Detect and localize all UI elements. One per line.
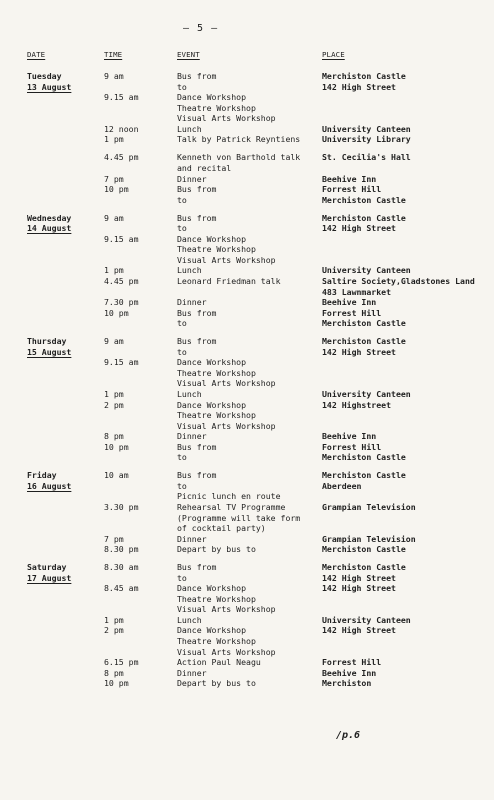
row-time: 7.30 pm xyxy=(104,297,139,307)
row-event: Dance Workshop xyxy=(177,625,247,636)
row-date: Friday xyxy=(27,470,57,481)
schedule-row xyxy=(0,276,494,287)
schedule-row xyxy=(0,134,494,145)
next-page-marker: /p.6 xyxy=(336,730,361,741)
row-place: Grampian Television xyxy=(322,533,416,544)
row-time: 3.30 pm xyxy=(104,501,139,512)
row-time: 8.30 am xyxy=(104,562,139,573)
schedule-row xyxy=(0,470,494,481)
row-event: Theatre Workshop xyxy=(177,244,256,255)
schedule-row xyxy=(0,113,494,124)
row-event: Bus from xyxy=(177,336,217,347)
schedule-row xyxy=(0,103,494,114)
row-event: Bus from xyxy=(177,562,217,573)
row-event: Dance Workshop xyxy=(177,92,247,103)
row-event: Leonard Friedman talk xyxy=(177,275,281,286)
row-place: Merchiston Castle xyxy=(322,336,406,347)
row-place: 142 High Street xyxy=(322,346,396,357)
schedule-row xyxy=(0,234,494,245)
row-time: 8 pm xyxy=(104,431,124,442)
row-event: to xyxy=(177,194,187,205)
schedule-row xyxy=(0,71,494,82)
row-place: Aberdeen xyxy=(322,480,362,491)
row-event: Dinner xyxy=(177,533,207,544)
row-place: Merchiston Castle xyxy=(322,544,406,555)
row-place: University Canteen xyxy=(322,614,411,625)
schedule-row xyxy=(0,594,494,605)
row-time: 9 am xyxy=(104,71,124,81)
schedule-row xyxy=(0,431,494,442)
row-place: Merchiston xyxy=(322,678,372,689)
row-event: Visual Arts Workshop xyxy=(177,420,276,431)
row-event: Action Paul Neagu xyxy=(177,657,261,668)
row-place: St. Cecilia's Hall xyxy=(322,152,411,163)
row-date: Wednesday xyxy=(27,212,72,223)
row-time: 4.45 pm xyxy=(104,275,139,286)
row-event: Dinner xyxy=(177,173,207,184)
row-event: Dance Workshop xyxy=(177,233,247,244)
schedule-row xyxy=(0,195,494,206)
row-time: 8.30 pm xyxy=(104,544,139,555)
row-place: Merchiston Castle xyxy=(322,71,406,81)
row-place: Beehive Inn xyxy=(322,431,377,442)
schedule-row xyxy=(0,400,494,411)
schedule-row xyxy=(0,347,494,358)
schedule-row xyxy=(0,184,494,195)
row-event: Visual Arts Workshop xyxy=(177,646,276,657)
row-place: 142 Highstreet xyxy=(322,399,392,410)
row-event: of cocktail party) xyxy=(177,523,266,533)
schedule-row xyxy=(0,678,494,689)
schedule-row xyxy=(0,244,494,255)
schedule-row xyxy=(0,636,494,647)
schedule-row xyxy=(0,544,494,555)
row-event: to xyxy=(177,452,187,463)
row-place: Merchiston Castle xyxy=(322,452,406,463)
row-time: 2 pm xyxy=(104,625,124,636)
row-event: Lunch xyxy=(177,388,202,399)
schedule-row xyxy=(0,523,494,534)
row-time: 10 pm xyxy=(104,307,129,318)
row-event: Visual Arts Workshop xyxy=(177,604,276,615)
row-time: 1 pm xyxy=(104,265,124,276)
row-place: Merchiston Castle xyxy=(322,470,406,481)
schedule-row xyxy=(0,389,494,400)
row-time: 9 am xyxy=(104,212,124,223)
row-event: Theatre Workshop xyxy=(177,102,256,113)
schedule-row xyxy=(0,336,494,347)
row-event: Kenneth von Barthold talk xyxy=(177,152,301,163)
schedule-row xyxy=(0,357,494,368)
schedule-row xyxy=(0,378,494,389)
row-place: Merchiston Castle xyxy=(322,194,406,205)
schedule-row xyxy=(0,513,494,524)
row-date: 15 August xyxy=(27,346,72,357)
schedule-row xyxy=(0,421,494,432)
row-event: to xyxy=(177,318,187,329)
row-event: Dinner xyxy=(177,667,207,678)
row-time: 1 pm xyxy=(104,614,124,625)
page-number: – 5 – xyxy=(183,23,219,34)
row-place: 483 Lawnmarket xyxy=(322,286,392,297)
row-time: 1 pm xyxy=(104,134,124,145)
schedule-row xyxy=(0,265,494,276)
row-place: Merchiston Castle xyxy=(322,318,406,329)
row-event: Bus from xyxy=(177,184,217,194)
row-time: 9.15 am xyxy=(104,233,139,244)
schedule-row xyxy=(0,481,494,492)
schedule-row xyxy=(0,491,494,502)
row-place: Beehive Inn xyxy=(322,173,377,184)
row-date: 16 August xyxy=(27,480,72,491)
schedule-row xyxy=(0,152,494,163)
row-date: 14 August xyxy=(27,223,72,234)
row-event: to xyxy=(177,81,187,92)
row-time: 6.15 pm xyxy=(104,657,139,668)
row-date: 17 August xyxy=(27,572,72,583)
row-event: Theatre Workshop xyxy=(177,593,256,604)
row-place: 142 High Street xyxy=(322,572,396,583)
schedule-row xyxy=(0,625,494,636)
row-event: Rehearsal TV Programme xyxy=(177,501,286,512)
row-time: 4.45 pm xyxy=(104,152,139,163)
header-event: EVENT xyxy=(177,50,200,59)
row-event: Lunch xyxy=(177,123,202,134)
row-event: Bus from xyxy=(177,212,217,223)
schedule-row xyxy=(0,255,494,266)
schedule-row xyxy=(0,410,494,421)
row-event: Bus from xyxy=(177,441,217,452)
row-date: Thursday xyxy=(27,336,67,347)
row-event: Dinner xyxy=(177,431,207,442)
row-event: Theatre Workshop xyxy=(177,367,256,378)
row-time: 10 am xyxy=(104,470,129,481)
row-event: Visual Arts Workshop xyxy=(177,378,276,389)
row-place: Forrest Hill xyxy=(322,307,382,318)
schedule-row xyxy=(0,657,494,668)
row-time: 8.45 am xyxy=(104,583,139,594)
row-place: University Library xyxy=(322,134,411,145)
row-place: Forrest Hill xyxy=(322,184,382,194)
row-event: Visual Arts Workshop xyxy=(177,254,276,265)
row-time: 10 pm xyxy=(104,441,129,452)
schedule-row xyxy=(0,308,494,319)
row-event: Depart by bus to xyxy=(177,544,256,555)
row-event: Visual Arts Workshop xyxy=(177,113,276,124)
row-place: University Canteen xyxy=(322,388,411,399)
row-event: Dinner xyxy=(177,297,207,307)
schedule-row xyxy=(0,615,494,626)
schedule-row xyxy=(0,223,494,234)
row-place: Forrest Hill xyxy=(322,657,382,668)
row-place: Beehive Inn xyxy=(322,297,377,307)
row-place: Beehive Inn xyxy=(322,667,377,678)
row-date: Tuesday xyxy=(27,71,62,81)
row-time: 9.15 am xyxy=(104,357,139,368)
row-place: University Canteen xyxy=(322,123,411,134)
schedule-row xyxy=(0,604,494,615)
header-date: DATE xyxy=(27,50,46,59)
schedule-row xyxy=(0,287,494,298)
row-event: Picnic lunch en route xyxy=(177,491,281,502)
row-event: Dance Workshop xyxy=(177,399,247,410)
row-time: 9.15 am xyxy=(104,92,139,103)
row-time: 2 pm xyxy=(104,399,124,410)
row-place: University Canteen xyxy=(322,265,411,276)
row-event: and recital xyxy=(177,162,232,173)
schedule-row xyxy=(0,442,494,453)
row-event: (Programme will take form xyxy=(177,512,301,523)
schedule-row xyxy=(0,297,494,308)
row-event: to xyxy=(177,223,187,234)
row-place: 142 High Street xyxy=(322,81,396,92)
schedule-row xyxy=(0,583,494,594)
row-event: Dance Workshop xyxy=(177,357,247,368)
schedule-row xyxy=(0,668,494,679)
schedule-row xyxy=(0,213,494,224)
row-date: 13 August xyxy=(27,81,72,92)
row-event: Depart by bus to xyxy=(177,678,256,689)
row-place: 142 High Street xyxy=(322,223,396,234)
row-time: 10 pm xyxy=(104,184,129,194)
row-event: to xyxy=(177,346,187,357)
row-time: 1 pm xyxy=(104,388,124,399)
row-time: 9 am xyxy=(104,336,124,347)
schedule-row xyxy=(0,502,494,513)
schedule-row xyxy=(0,174,494,185)
schedule-row xyxy=(0,368,494,379)
row-time: 12 noon xyxy=(104,123,139,134)
row-event: Dance Workshop xyxy=(177,583,247,594)
row-event: Lunch xyxy=(177,614,202,625)
schedule-row xyxy=(0,647,494,658)
schedule-row xyxy=(0,562,494,573)
schedule-row xyxy=(0,163,494,174)
schedule-row xyxy=(0,318,494,329)
row-place: 142 High Street xyxy=(322,583,396,594)
schedule-row xyxy=(0,573,494,584)
schedule-row xyxy=(0,82,494,93)
schedule-row xyxy=(0,92,494,103)
row-date: Saturday xyxy=(27,562,67,573)
row-event: to xyxy=(177,480,187,491)
row-event: to xyxy=(177,572,187,583)
row-place: 142 High Street xyxy=(322,625,396,636)
schedule-row xyxy=(0,124,494,135)
row-place: Saltire Society,Gladstones Land xyxy=(322,275,475,286)
row-time: 7 pm xyxy=(104,533,124,544)
schedule-row xyxy=(0,534,494,545)
row-event: Theatre Workshop xyxy=(177,410,256,420)
row-time: 8 pm xyxy=(104,667,124,678)
row-event: Lunch xyxy=(177,265,202,276)
row-place: Merchiston Castle xyxy=(322,562,406,573)
row-event: Talk by Patrick Reyntiens xyxy=(177,134,301,145)
header-time: TIME xyxy=(104,50,123,59)
row-place: Forrest Hill xyxy=(322,441,382,452)
row-event: Bus from xyxy=(177,470,217,481)
row-time: 10 pm xyxy=(104,678,129,689)
row-event: Bus from xyxy=(177,71,217,81)
row-place: Merchiston Castle xyxy=(322,212,406,223)
header-place: PLACE xyxy=(322,50,345,59)
row-place: Grampian Television xyxy=(322,501,416,512)
schedule-row xyxy=(0,452,494,463)
row-event: Bus from xyxy=(177,307,217,318)
row-time: 7 pm xyxy=(104,173,124,184)
row-event: Theatre Workshop xyxy=(177,636,256,646)
